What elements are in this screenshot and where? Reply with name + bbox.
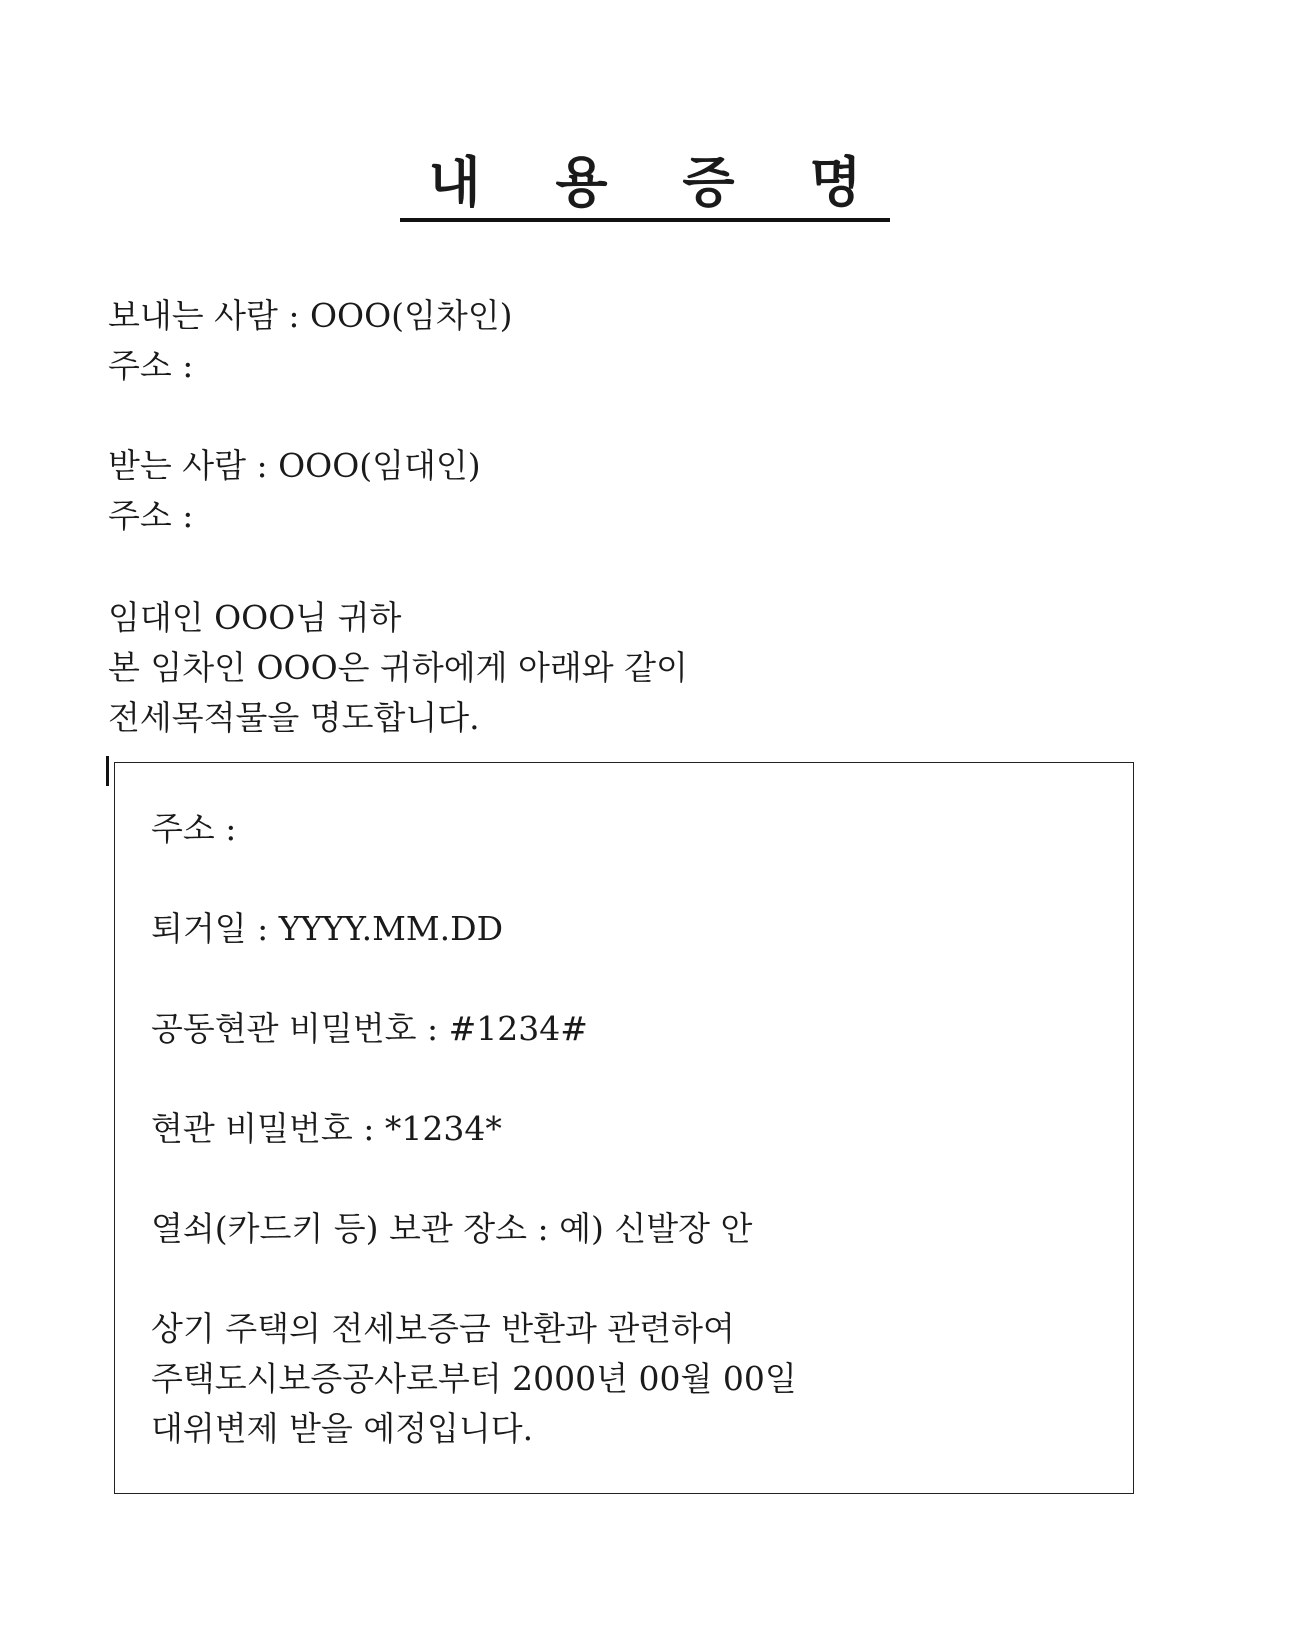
move-out-date: 퇴거일 : YYYY.MM.DD xyxy=(151,909,504,948)
entrance-password: 현관 비밀번호 : *1234* xyxy=(151,1109,502,1148)
intro-line-1: 본 임차인 OOO은 귀하에게 아래와 같이 xyxy=(108,648,688,687)
receiver-line: 받는 사람 : OOO(임대인) xyxy=(108,446,481,485)
details-address: 주소 : xyxy=(151,809,237,848)
statement-line-1: 상기 주택의 전세보증금 반환과 관련하여 xyxy=(151,1309,735,1348)
statement-line-3: 대위변제 받을 예정입니다. xyxy=(151,1409,534,1448)
sender-address: 주소 : xyxy=(108,346,194,385)
key-location: 열쇠(카드키 등) 보관 장소 : 예) 신발장 안 xyxy=(151,1209,753,1248)
sender-line: 보내는 사람 : OOO(임차인) xyxy=(108,296,513,335)
document-title xyxy=(0,150,1290,222)
intro-line-2: 전세목적물을 명도합니다. xyxy=(108,698,480,737)
greeting-line: 임대인 OOO님 귀하 xyxy=(108,598,402,637)
details-box xyxy=(114,762,1134,1494)
common-entrance-password: 공동현관 비밀번호 : #1234# xyxy=(151,1009,588,1048)
text-cursor xyxy=(106,756,109,786)
statement-line-2: 주택도시보증공사로부터 2000년 00월 00일 xyxy=(151,1359,797,1398)
document-title-text: 내 용 증 명 xyxy=(400,150,889,222)
receiver-address: 주소 : xyxy=(108,496,194,535)
